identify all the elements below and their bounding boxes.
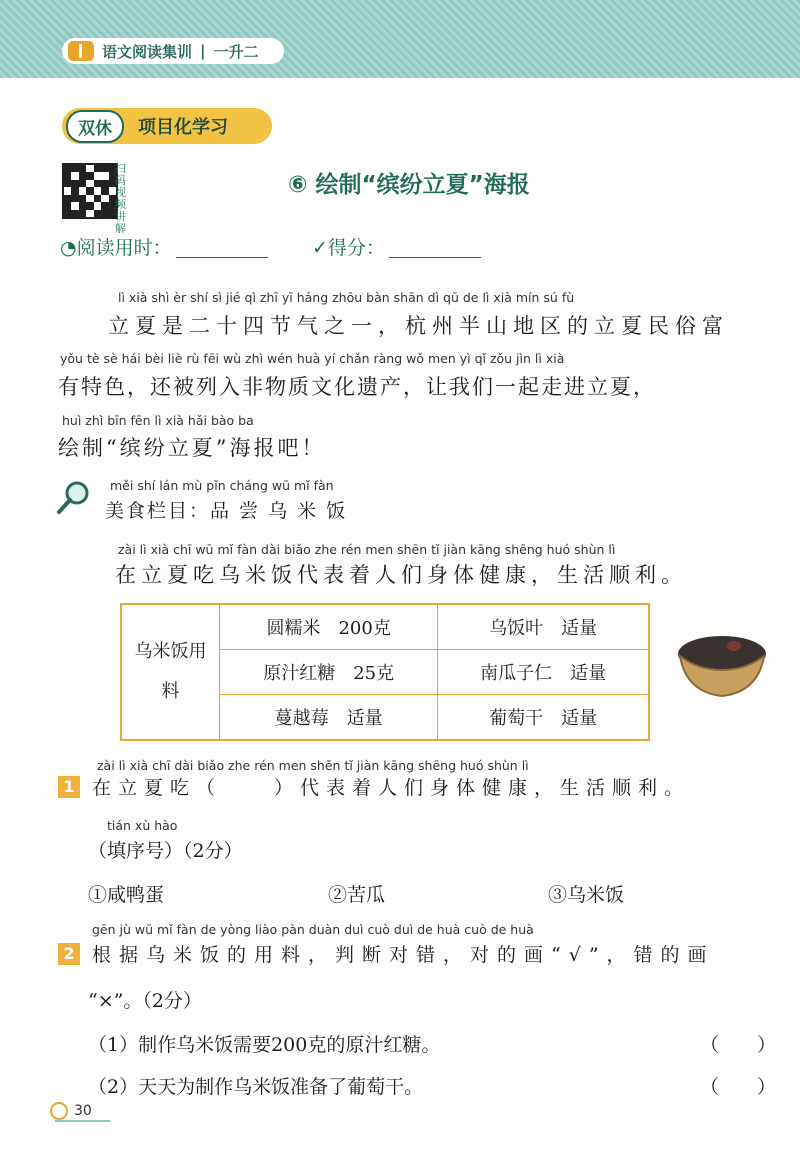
section-tag <box>62 108 272 144</box>
score-blank[interactable] <box>389 239 481 258</box>
score: ✓得分： <box>312 233 481 260</box>
q1-option-b[interactable]: ②苦瓜 <box>328 884 386 906</box>
question-number-1: 1 <box>58 776 80 798</box>
q1-hint-pinyin: tián xù hào <box>107 818 178 833</box>
q1-option-a[interactable]: ①咸鸭蛋 <box>88 884 165 906</box>
table-row-header: 乌米饭用料 <box>121 604 220 740</box>
intro-pinyin-1: lì xià shì èr shí sì jié qì zhī yī háng zhōu bàn shān dì qū de lì xià mín sú fù <box>118 290 575 305</box>
page-title: ⑥ 绘制“缤纷立夏”海报 <box>288 172 530 198</box>
book-icon <box>68 41 94 61</box>
q1-text: 在立夏吃（ ）代表着人们身体健康，生活顺利。 <box>92 777 691 799</box>
tag-project: 项目化学习 <box>138 117 228 138</box>
table-cell: 圆糯米 200克 <box>220 604 438 650</box>
intro-pinyin-2: yǒu tè sè hái bèi liè rù fēi wù zhì wén huà yí chǎn ràng wǒ men yì qǐ zǒu jìn lì xià <box>60 351 565 366</box>
table-cell: 乌饭叶 适量 <box>438 604 649 650</box>
header-separator: | <box>200 42 206 60</box>
q1-pinyin: zài lì xià chī dài biǎo zhe rén men shēn tǐ jiàn kāng shēng huó shùn lì <box>97 758 529 773</box>
qr-label: 扫码视频讲解 <box>115 162 126 235</box>
q2-answer-1[interactable]: （ ） <box>700 1034 777 1056</box>
q1-hint: （填序号）（2分） <box>88 840 243 862</box>
reading-time: ◔阅读用时： <box>60 233 268 260</box>
tag-weekend: 双休 <box>66 110 124 143</box>
page-footer <box>50 1102 92 1120</box>
q2-text: 根据乌米饭的用料，判断对错，对的画“√”，错的画 <box>92 944 715 966</box>
question-number-2: 2 <box>58 943 80 965</box>
rice-bowl-image <box>676 630 768 700</box>
table-cell: 南瓜子仁 适量 <box>438 650 649 695</box>
food-desc: 在立夏吃乌米饭代表着人们身体健康，生活顺利。 <box>115 563 687 587</box>
food-desc-pinyin: zài lì xià chī wū mǐ fàn dài biǎo zhe rén men shēn tǐ jiàn kāng shēng huó shùn lì <box>118 542 616 557</box>
q2-item-1: （1）制作乌米饭需要200克的原汁红糖。 <box>88 1034 441 1056</box>
header-pill <box>62 38 284 64</box>
grade-label: 一升二 <box>213 42 259 61</box>
food-column-label: 美食栏目：品 尝 乌 米 饭 <box>105 500 348 522</box>
q2-pinyin: gēn jù wū mǐ fàn de yòng liào pàn duàn duì cuò duì de huà cuò de huà <box>92 922 534 937</box>
intro-text-1: 立夏是二十四节气之一，杭州半山地区的立夏民俗富 <box>108 314 729 338</box>
table-cell: 葡萄干 适量 <box>438 695 649 741</box>
table-cell: 原汁红糖 25克 <box>220 650 438 695</box>
q2-item-2: （2）天天为制作乌米饭准备了葡萄干。 <box>88 1076 424 1098</box>
intro-text-2: 有特色，还被列入非物质文化遗产，让我们一起走进立夏， <box>58 375 656 399</box>
footer-line <box>55 1120 110 1122</box>
q2-text-2: “×”。（2分） <box>88 990 202 1012</box>
q1-option-c[interactable]: ③乌米饭 <box>548 884 625 906</box>
qr-code-icon[interactable] <box>62 163 118 219</box>
clock-icon: ◔ <box>60 237 77 259</box>
book-title: 语文阅读集训 <box>102 42 193 61</box>
intro-pinyin-3: huì zhì bīn fēn lì xià hǎi bào ba <box>62 413 254 428</box>
q2-answer-2[interactable]: （ ） <box>700 1076 777 1098</box>
table-cell: 蔓越莓 适量 <box>220 695 438 741</box>
ingredients-table <box>120 603 650 741</box>
intro-text-3: 绘制“缤纷立夏”海报吧！ <box>58 436 326 460</box>
page-number: 30 <box>74 1103 92 1119</box>
sun-icon <box>50 1102 68 1120</box>
check-icon: ✓ <box>312 237 328 259</box>
header-band <box>0 0 800 78</box>
food-pinyin: měi shí lán mù pǐn cháng wū mǐ fàn <box>110 478 334 493</box>
magnifier-icon <box>55 480 91 516</box>
reading-time-blank[interactable] <box>176 239 268 258</box>
